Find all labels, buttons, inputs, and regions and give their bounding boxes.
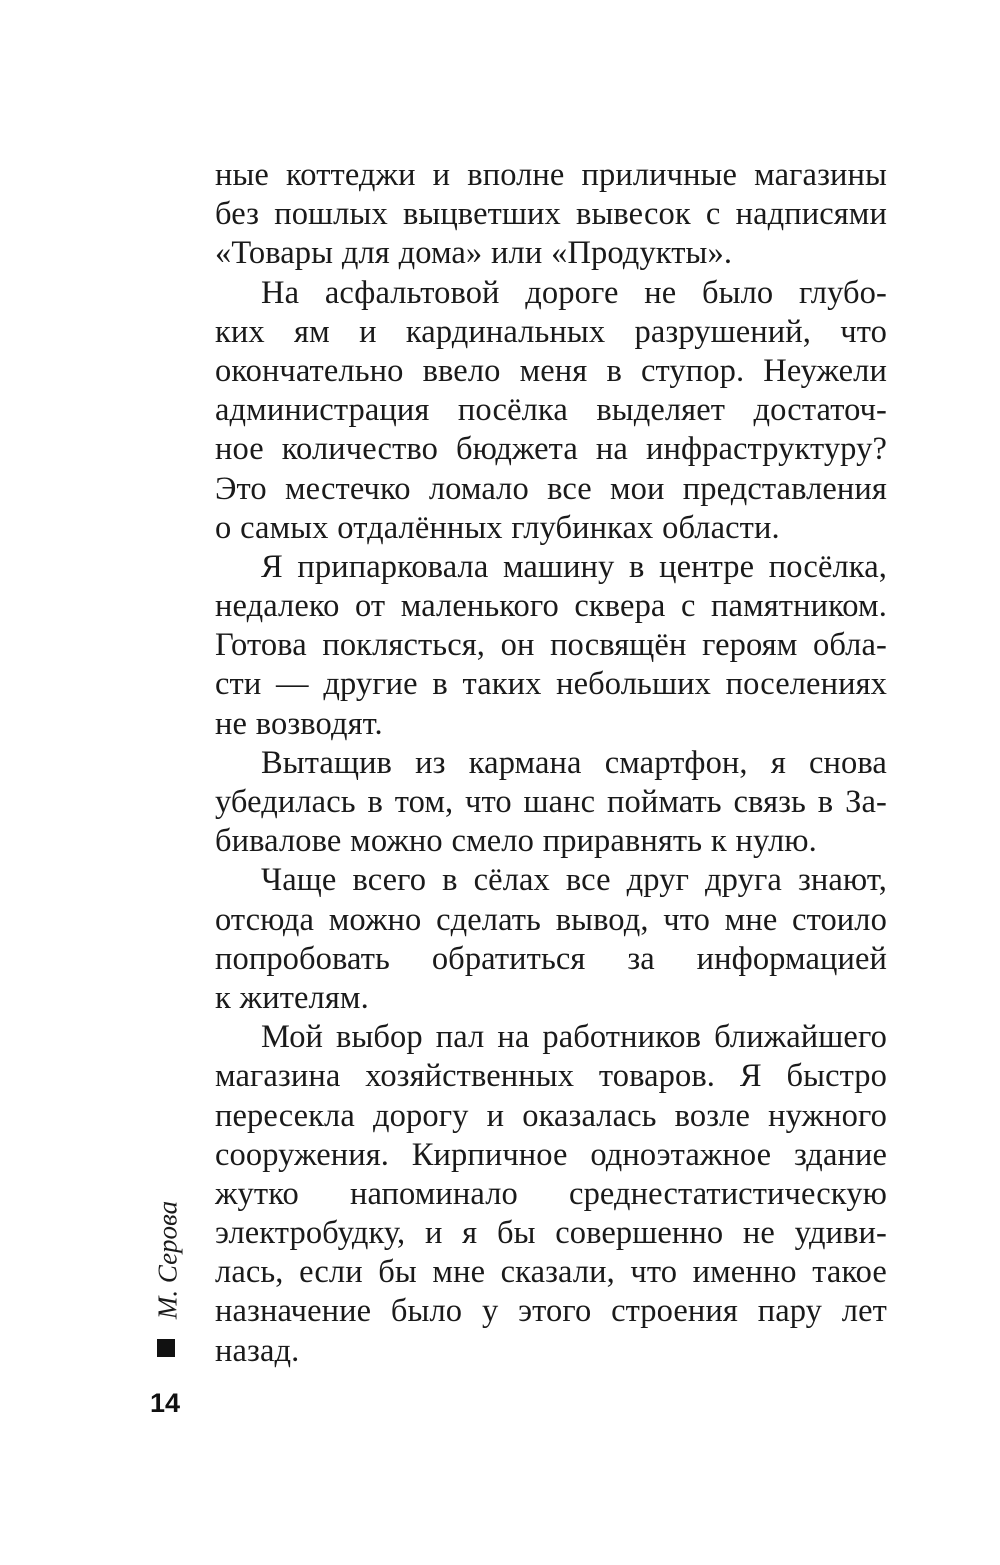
text-line xyxy=(215,548,887,587)
word: и xyxy=(432,157,451,193)
word: было xyxy=(702,274,774,311)
text-line xyxy=(215,1136,887,1175)
word: дороге xyxy=(525,274,619,311)
word: можно xyxy=(328,901,422,938)
word: другие xyxy=(323,666,418,703)
word: бивалове xyxy=(215,823,342,860)
text-line xyxy=(215,1214,887,1253)
word: возле xyxy=(674,1097,751,1134)
word: приравнять xyxy=(542,823,703,860)
word: пересекла xyxy=(215,1097,355,1134)
word: смартфон, xyxy=(604,744,748,781)
word: мне xyxy=(432,1254,486,1291)
word: без xyxy=(215,196,260,233)
word: не xyxy=(644,274,677,311)
word: отсюда xyxy=(215,901,315,938)
word: глубо- xyxy=(799,274,887,311)
word: поклясться, xyxy=(322,627,485,664)
running-head-author xyxy=(148,1200,188,1320)
word: ких xyxy=(215,313,265,350)
text-line xyxy=(215,1332,887,1371)
word: я xyxy=(770,744,786,781)
word: сделать xyxy=(436,901,541,938)
word: маленького xyxy=(400,588,559,625)
word: Готова xyxy=(215,627,307,664)
word: небольших xyxy=(556,666,711,703)
word: все xyxy=(565,862,611,899)
word: не xyxy=(215,705,248,742)
word: Вытащив xyxy=(261,744,393,781)
word: от xyxy=(355,588,386,625)
word: на xyxy=(497,1019,530,1056)
word: посвящён xyxy=(550,627,687,664)
word: количество xyxy=(281,431,438,468)
word: в xyxy=(442,862,458,899)
word: машину xyxy=(502,548,615,585)
word: меня xyxy=(519,352,588,389)
text-line xyxy=(215,1292,887,1331)
word: сквера xyxy=(574,588,666,625)
text-line xyxy=(215,352,887,391)
word: к xyxy=(710,823,727,860)
text-line xyxy=(215,1057,887,1096)
word: глубинках xyxy=(511,509,654,546)
word: коттеджи xyxy=(286,157,416,193)
word: ввело xyxy=(422,352,501,389)
word: назначение xyxy=(215,1293,372,1330)
word: поймать xyxy=(607,784,722,820)
word: На xyxy=(261,274,300,311)
word: — xyxy=(276,666,309,703)
word: шанс xyxy=(523,784,596,820)
word: центре xyxy=(659,548,755,585)
word: и xyxy=(486,1097,505,1134)
word: таких xyxy=(462,666,542,703)
word: За- xyxy=(845,784,887,820)
word: лет xyxy=(841,1293,887,1330)
word: жутко xyxy=(215,1175,299,1212)
word: напоминало xyxy=(349,1175,518,1212)
word: если xyxy=(299,1254,363,1291)
word: что xyxy=(663,901,710,938)
text-line xyxy=(215,744,887,783)
text-line xyxy=(215,1097,887,1136)
word: не xyxy=(742,1215,775,1252)
word: можно xyxy=(350,823,443,860)
word: в xyxy=(606,352,622,389)
word: «Продукты». xyxy=(551,235,733,272)
word: Чаще xyxy=(261,862,337,899)
word: с xyxy=(705,196,721,233)
author-name: М. Серова xyxy=(152,1200,183,1320)
word: среднестатистическую xyxy=(569,1175,887,1212)
word: в xyxy=(367,784,383,820)
word: совершенно xyxy=(555,1215,724,1252)
word: электробудку, xyxy=(215,1215,406,1252)
word: хозяйственных xyxy=(365,1058,575,1095)
word: работников xyxy=(542,1019,702,1056)
word: кардинальных xyxy=(405,313,606,350)
word: том, xyxy=(394,784,454,820)
word: ломало xyxy=(428,470,529,507)
word: удиви- xyxy=(794,1215,887,1252)
word: мне xyxy=(724,901,778,938)
text-line xyxy=(215,979,887,1018)
word: дорогу xyxy=(373,1097,469,1134)
word: и xyxy=(359,313,377,350)
word: связь xyxy=(733,784,806,820)
word: было xyxy=(390,1293,463,1330)
text-line xyxy=(215,509,887,548)
word: сёлах xyxy=(473,862,550,899)
text-line xyxy=(215,234,887,273)
word: самых xyxy=(240,509,329,546)
word: инфраструктуру? xyxy=(645,431,887,468)
word: приличные xyxy=(581,157,738,193)
text-line xyxy=(215,587,887,626)
body-text xyxy=(215,156,887,1371)
word: пал xyxy=(435,1019,485,1056)
word: друга xyxy=(705,862,782,899)
word: героям xyxy=(702,627,798,664)
word: всего xyxy=(352,862,427,899)
word: о xyxy=(215,509,232,546)
word: администрация xyxy=(215,392,430,429)
word: назад. xyxy=(215,1332,300,1369)
word: посёлка xyxy=(457,392,568,429)
word: бы xyxy=(496,1215,536,1252)
text-line xyxy=(215,822,887,861)
word: нужного xyxy=(768,1097,887,1134)
word: смело xyxy=(451,823,534,860)
page-number: 14 xyxy=(150,1388,181,1418)
word: магазины xyxy=(754,157,887,193)
word: припарковала xyxy=(297,548,489,585)
word: пару xyxy=(757,1293,823,1330)
word: магазина xyxy=(215,1058,341,1095)
word: в xyxy=(817,784,834,820)
word: обла- xyxy=(813,627,887,664)
word: Это xyxy=(215,470,267,507)
word: информацией xyxy=(696,940,887,977)
word: сти xyxy=(215,666,262,703)
word: лась, xyxy=(215,1254,284,1291)
word: «Товары xyxy=(215,235,334,272)
word: кармана xyxy=(468,744,582,781)
text-line xyxy=(215,940,887,979)
word: выделяет xyxy=(596,392,726,429)
word: ные xyxy=(215,157,269,193)
word: именно xyxy=(692,1254,797,1291)
word: посёлка, xyxy=(768,548,887,585)
word: оказалась xyxy=(522,1097,657,1134)
text-line xyxy=(215,1018,887,1057)
word: я xyxy=(462,1215,478,1252)
word: жителям. xyxy=(239,979,369,1016)
text-line xyxy=(215,195,887,234)
page-marker-square xyxy=(157,1339,175,1357)
word: для xyxy=(341,235,390,272)
word: отдалённых xyxy=(337,509,503,546)
word: одноэтажное xyxy=(590,1136,772,1173)
word: сказали, xyxy=(500,1254,615,1291)
word: надписями xyxy=(735,196,887,233)
word: строения xyxy=(611,1293,738,1330)
text-line xyxy=(215,665,887,704)
word: что xyxy=(630,1254,678,1291)
word: недалеко xyxy=(215,588,340,625)
word: бюджета xyxy=(455,431,578,468)
word: окончательно xyxy=(215,352,404,389)
word: попробовать xyxy=(215,940,390,977)
word: представления xyxy=(682,470,887,507)
text-line xyxy=(215,430,887,469)
word: что xyxy=(465,784,512,820)
word: ям xyxy=(294,313,330,350)
word: за xyxy=(627,940,655,977)
word: Неужели xyxy=(763,352,887,389)
word: вывод, xyxy=(555,901,649,938)
word: в xyxy=(432,666,448,703)
word: мои xyxy=(610,470,665,507)
text-line xyxy=(215,391,887,430)
word: Мой xyxy=(261,1019,324,1056)
word: и xyxy=(424,1215,443,1252)
word: здание xyxy=(793,1136,887,1173)
word: в xyxy=(629,548,645,585)
word: с xyxy=(680,588,696,625)
word: Кирпичное xyxy=(411,1136,568,1173)
text-line xyxy=(215,626,887,665)
word: у xyxy=(481,1293,499,1330)
text-line xyxy=(215,901,887,940)
word: друг xyxy=(626,862,689,899)
word: на xyxy=(595,431,628,468)
word: местечко xyxy=(285,470,411,507)
word: стоило xyxy=(792,901,887,938)
word: разрушений, xyxy=(634,313,811,350)
word: ближайшего xyxy=(714,1019,887,1056)
text-line xyxy=(215,274,887,313)
word: вывесок xyxy=(576,196,691,233)
word: этого xyxy=(518,1293,592,1330)
word: такое xyxy=(812,1254,887,1291)
word: поселениях xyxy=(725,666,887,703)
word: сооружения. xyxy=(215,1136,389,1173)
word: области. xyxy=(662,509,780,546)
word: асфальтовой xyxy=(324,274,500,311)
word: знают, xyxy=(797,862,887,899)
word: к xyxy=(215,979,231,1016)
text-line xyxy=(215,156,887,195)
text-line xyxy=(215,705,887,744)
word: обратиться xyxy=(431,940,586,977)
word: или xyxy=(491,235,543,272)
word: товаров. xyxy=(598,1058,716,1095)
text-line xyxy=(215,1175,887,1214)
word: быстро xyxy=(786,1058,887,1095)
word: снова xyxy=(809,744,887,781)
word: ное xyxy=(215,431,264,468)
word: возводят. xyxy=(255,705,383,742)
word: ступор. xyxy=(641,352,745,389)
word: дома» xyxy=(398,235,483,272)
word: из xyxy=(415,744,446,781)
word: достаточ- xyxy=(753,392,887,429)
word: все xyxy=(547,470,592,507)
word: памятником. xyxy=(711,588,887,625)
word: убедилась xyxy=(215,784,356,820)
word: нулю. xyxy=(735,823,817,860)
text-line xyxy=(215,313,887,352)
text-line xyxy=(215,1253,887,1292)
word: выбор xyxy=(336,1019,423,1056)
text-line xyxy=(215,861,887,900)
word: Я xyxy=(739,1058,762,1095)
word: что xyxy=(840,313,887,350)
word: выцветших xyxy=(402,196,561,233)
word: бы xyxy=(378,1254,417,1291)
word: Я xyxy=(261,548,283,585)
word: вполне xyxy=(467,157,565,193)
word: он xyxy=(500,627,535,664)
word: пошлых xyxy=(274,196,388,233)
text-line xyxy=(215,783,887,822)
text-line xyxy=(215,470,887,509)
